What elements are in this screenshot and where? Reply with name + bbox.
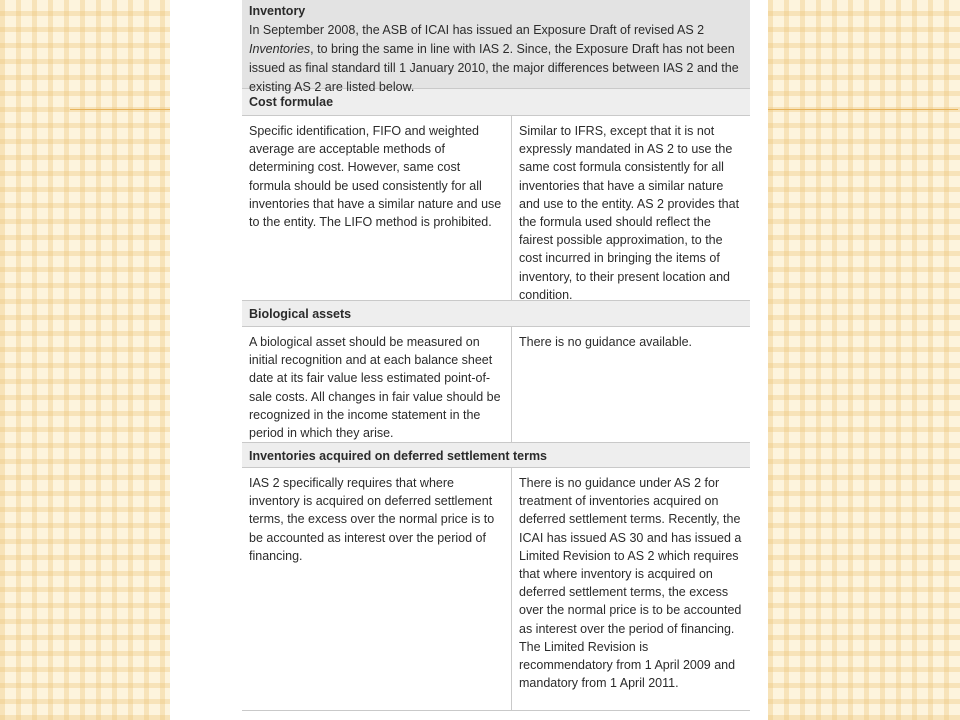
cell-text: A biological asset should be measured on initial recognition and at each balance sheet date at its fair value less estimated point-of-sale costs. All changes in fair value should be recognized in the income statement in the period in which they arise.	[249, 335, 501, 441]
cell-text: There is no guidance available.	[519, 335, 693, 349]
ifrs-cell	[242, 116, 512, 300]
intro-text-start: In September 2008, the ASB of ICAI has issued an Exposure Draft of revised AS 2	[249, 23, 705, 37]
document-page	[170, 0, 768, 720]
ifrs-cell	[242, 327, 512, 442]
intro-title: Inventory	[249, 4, 306, 18]
indian-gaap-cell	[512, 116, 750, 300]
indian-gaap-cell	[512, 327, 750, 442]
section-heading-biological-assets: Biological assets	[242, 301, 750, 327]
cell-text: There is no guidance under AS 2 for treatment of inventories acquired on deferred settlement terms. Recently, the ICAI has issued AS 30 and has issued a Limited Revision to AS 2 which requires that where inventory is acquired on deferred settlement terms, the excess over the normal price is to be accounted as interest over the period of financing. The Limited Revision is recommendatory from 1 April 2009 and mandatory from 1 April 2011.	[519, 476, 742, 691]
section-heading-deferred-settlement: Inventories acquired on deferred settlement terms	[242, 443, 750, 468]
table-row	[242, 327, 750, 443]
intro-block	[242, 0, 750, 94]
intro-text	[249, 21, 743, 97]
cell-text: IAS 2 specifically requires that where inventory is acquired on deferred settlement terms, the excess over the normal price is to be accounted as interest over the period of financing.	[249, 476, 495, 563]
cell-text: Specific identification, FIFO and weighted average are acceptable methods of determining cost. However, same cost formula should be used consistently for all inventories that have a similar nature and use to the entity. The LIFO method is prohibited.	[249, 124, 502, 230]
decorative-line-right	[768, 109, 958, 110]
ifrs-cell	[242, 468, 512, 710]
cell-text: Similar to IFRS, except that it is not expressly mandated in AS 2 to use the same cost formula consistently for all inventories that have a similar nature and use to the entity. AS 2 provides that the formula used should reflect the fairest possible approximation, to the cost incurred in bringing the items of inventory, to their present location and condition.	[519, 124, 740, 302]
indian-gaap-cell	[512, 468, 750, 710]
comparison-table	[242, 0, 750, 711]
section-heading-cost-formulae: Cost formulae	[242, 89, 750, 116]
intro-text-italic: Inventories	[249, 42, 311, 56]
decorative-line-left	[70, 109, 170, 110]
table-row	[242, 468, 750, 711]
intro-text-end: , to bring the same in line with IAS 2. Since, the Exposure Draft has not been issued as final standard till 1 January 2010, the major differences between IAS 2 and the existing AS 2 are listed below.	[249, 42, 739, 94]
table-row	[242, 116, 750, 301]
